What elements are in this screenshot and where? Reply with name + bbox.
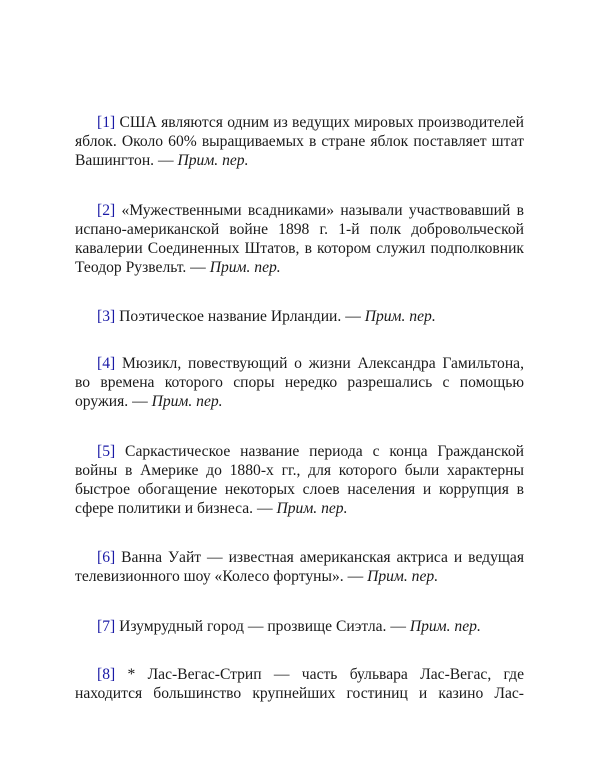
footnote-text: кавалерии Соединенных Штатов, в котором служил подполковник: [75, 240, 524, 257]
footnote-line: [75, 373, 524, 392]
footnote-1: [75, 113, 524, 170]
footnote-line: [75, 684, 524, 703]
footnote-5: [75, 442, 524, 518]
footnote-backlink[interactable]: [5]: [97, 443, 116, 460]
footnote-line: [75, 548, 524, 567]
footnote-line: [75, 499, 524, 518]
footnote-6: [75, 548, 524, 586]
footnote-text: быстрое обогащение некоторых слоев населения и коррупция в: [75, 481, 524, 498]
footnote-line: [75, 617, 524, 636]
footnote-text: оружия. —: [75, 393, 152, 410]
footnote-backlink[interactable]: [1]: [97, 114, 116, 131]
footnote-text: «Мужественными всадниками» называли участвовавший в: [121, 202, 524, 219]
footnote-3: [75, 307, 524, 326]
translator-note: Прим. пер.: [177, 152, 249, 169]
footnote-text: телевизионного шоу «Колесо фортуны». —: [75, 568, 368, 585]
footnote-line: [75, 151, 524, 170]
footnote-text: Саркастическое название периода с конца Гражданской: [125, 443, 524, 460]
footnote-text: находится большинство крупнейших гостиниц и казино Лас-: [75, 685, 524, 702]
translator-note: Прим. пер.: [209, 259, 281, 276]
footnote-line: [75, 354, 524, 373]
footnote-backlink[interactable]: [3]: [97, 308, 116, 325]
footnote-text: Мюзикл, повествующий о жизни Александра Гамильтона,: [121, 355, 525, 372]
footnote-4: [75, 354, 524, 411]
footnote-text: Поэтическое название Ирландии. —: [119, 308, 365, 325]
footnote-text: США являются одним из ведущих мировых производителей: [119, 114, 524, 131]
footnote-text: * Лас-Вегас-Стрип — часть бульвара Лас-Вегас, где: [127, 666, 524, 683]
footnote-text: испано-американской войне 1898 г. 1-й полк добровольческой: [75, 221, 524, 238]
footnote-line: [75, 113, 524, 132]
footnote-text: во времена которого споры нередко разрешались с помощью: [75, 374, 524, 391]
footnote-line: [75, 239, 524, 258]
footnote-backlink[interactable]: [8]: [97, 666, 116, 683]
footnote-text: войны в Америке до 1880-х гг., для которого были характерны: [75, 462, 524, 479]
translator-note: Прим. пер.: [409, 618, 481, 635]
translator-note: Прим. пер.: [367, 568, 439, 585]
translator-note: Прим. пер.: [151, 393, 223, 410]
footnote-line: [75, 665, 524, 684]
footnote-line: [75, 442, 524, 461]
footnote-text: Вашингтон. —: [75, 152, 178, 169]
footnote-backlink[interactable]: [4]: [97, 355, 116, 372]
footnote-text: Изумрудный город — прозвище Сиэтла. —: [119, 618, 410, 635]
footnote-line: [75, 567, 524, 586]
footnote-backlink[interactable]: [2]: [97, 202, 116, 219]
footnote-8: [75, 665, 524, 703]
footnote-backlink[interactable]: [7]: [97, 618, 116, 635]
footnote-line: [75, 220, 524, 239]
translator-note: Прим. пер.: [276, 500, 348, 517]
footnote-text: сфере политики и бизнеса. —: [75, 500, 277, 517]
footnote-line: [75, 461, 524, 480]
footnote-2: [75, 201, 524, 277]
footnote-line: [75, 392, 524, 411]
footnote-backlink[interactable]: [6]: [97, 549, 116, 566]
footnote-line: [75, 480, 524, 499]
footnote-line: [75, 132, 524, 151]
translator-note: Прим. пер.: [364, 308, 436, 325]
footnote-text: Ванна Уайт — известная американская актриса и ведущая: [121, 549, 524, 566]
footnote-line: [75, 307, 524, 326]
footnote-7: [75, 617, 524, 636]
footnote-line: [75, 201, 524, 220]
footnote-text: яблок. Около 60% выращиваемых в стране яблок поставляет штат: [75, 133, 524, 150]
footnote-line: [75, 258, 524, 277]
footnote-text: Теодор Рузвельт. —: [75, 259, 210, 276]
